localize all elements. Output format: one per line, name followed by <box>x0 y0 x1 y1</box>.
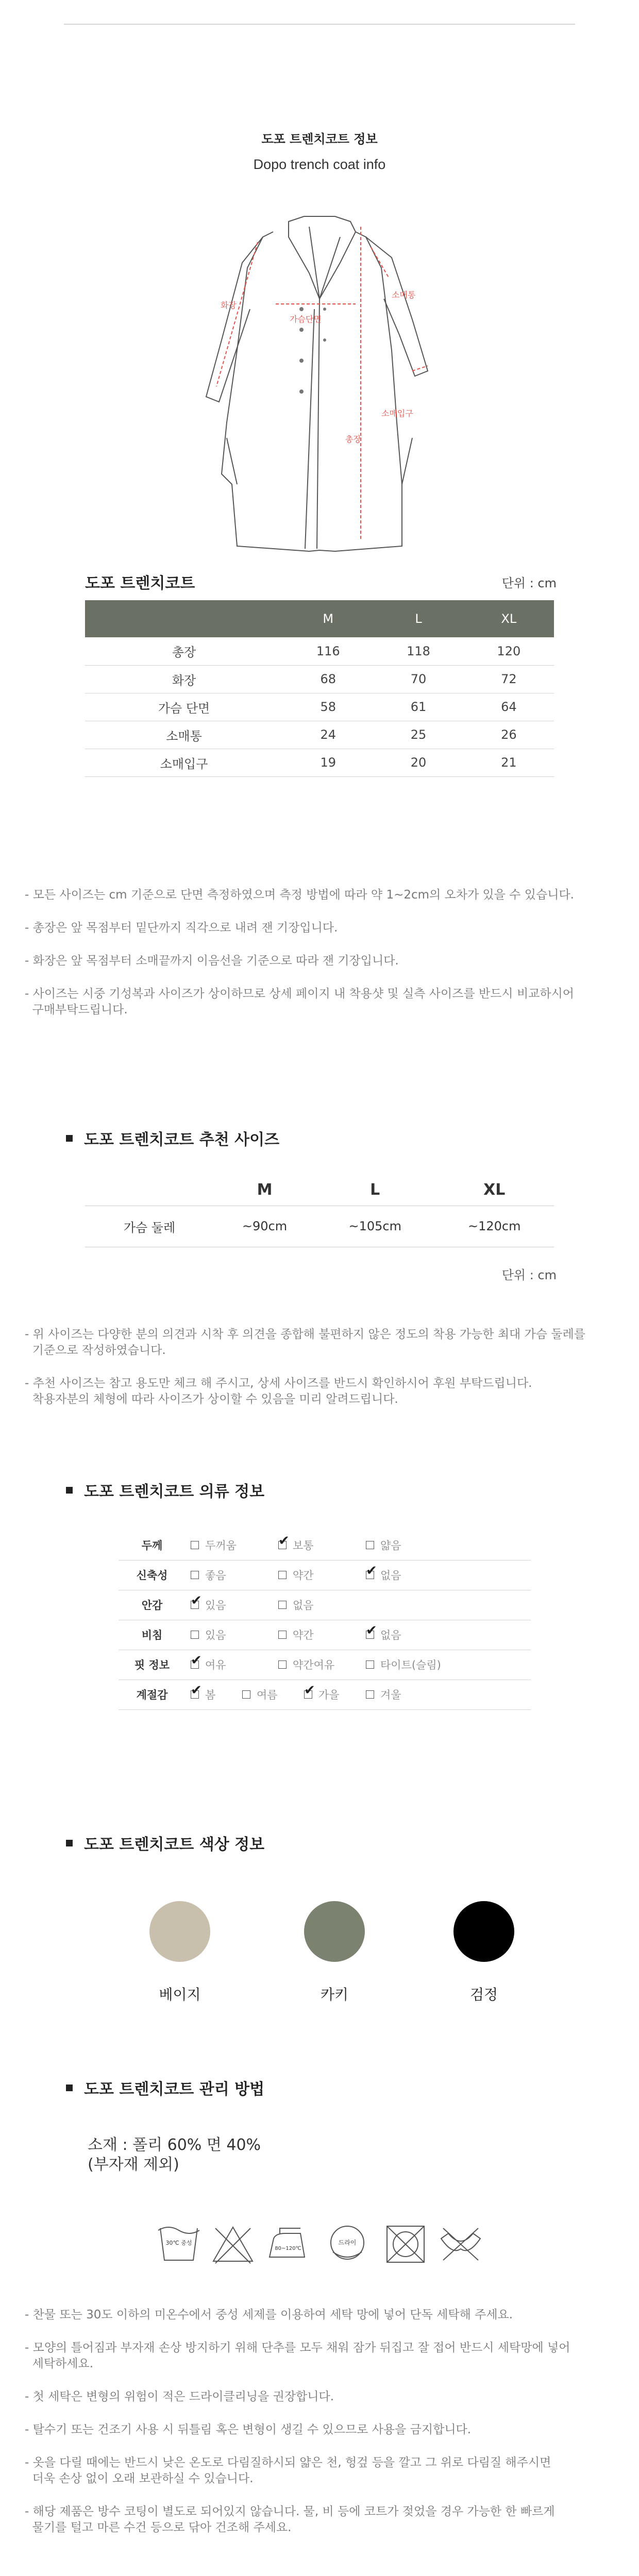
care-notes <box>25 2307 617 2553</box>
table-row <box>85 749 554 776</box>
option-text: 있음 <box>205 1599 226 1612</box>
color-swatch-beige <box>149 1901 210 1962</box>
option-text: 없음 <box>380 1569 401 1582</box>
no-wring-icon <box>438 2223 483 2265</box>
option-text: 얇음 <box>380 1539 401 1552</box>
cell: 20 <box>373 749 463 776</box>
fabric-row <box>119 1620 531 1650</box>
checked-checkbox <box>278 1541 287 1549</box>
row-label: 가슴 둘레 <box>85 1206 214 1247</box>
note-line: - 총장은 앞 목점부터 밑단까지 직각으로 내려 잰 기장입니다. <box>25 921 338 935</box>
note-line: - 첫 세탁은 변형의 위험이 적은 드라이클리닝을 권장합니다. <box>25 2390 334 2403</box>
checkbox <box>191 1571 199 1579</box>
dry-clean-icon-text: 드라이 <box>338 2239 357 2246</box>
recommend-header <box>85 1175 554 1206</box>
checkbox <box>191 1541 199 1549</box>
row-label: 소매통 <box>85 721 283 749</box>
checkbox <box>278 1631 287 1639</box>
label-cuff: 소매입구 <box>381 409 413 418</box>
option-text: 여유 <box>205 1659 226 1671</box>
fabric-section-heading <box>66 1479 264 1501</box>
option-text: 없음 <box>293 1599 314 1612</box>
color-label: 카키 <box>320 1986 349 2003</box>
fabric-title: 도포 트렌치코트 의류 정보 <box>84 1483 265 1501</box>
label-sleeve-length: 화장 <box>221 300 237 310</box>
fabric-label: 안감 <box>119 1590 186 1620</box>
color-section-heading <box>66 1832 264 1854</box>
option-text: 약간여유 <box>293 1659 335 1671</box>
size-table-unit: 단위 : cm <box>501 576 557 590</box>
option-text: 타이트(슬림) <box>380 1659 441 1671</box>
page-subtitle: Dopo trench coat info <box>253 157 386 172</box>
label-chest: 가슴단면 <box>290 314 322 324</box>
wash-30-neutral-icon <box>156 2223 201 2265</box>
option-text: 봄 <box>205 1689 216 1701</box>
coat-measurement-diagram <box>186 206 453 556</box>
note-line: - 사이즈는 시중 기성복과 사이즈가 상이하므로 상세 페이지 내 착용샷 및 실측 사이즈를 반드시 비교하시어 <box>25 987 575 1001</box>
row-label: 총장 <box>85 637 283 665</box>
header-cell: M <box>257 1181 273 1199</box>
cell: 68 <box>283 665 373 693</box>
table-row <box>85 1206 554 1247</box>
fabric-label: 비침 <box>119 1620 186 1650</box>
dry-clean-icon <box>325 2223 370 2265</box>
note-line: 세탁하세요. <box>25 2357 94 2370</box>
material-line: 소재 : 폴리 60% 면 40% <box>88 2136 261 2154</box>
cell: 116 <box>283 637 373 665</box>
iron-icon-text: 80~120℃ <box>275 2246 301 2251</box>
fabric-row <box>119 1530 531 1560</box>
note-line: - 찬물 또는 30도 이하의 미온수에서 중성 세제를 이용하여 세탁 망에 넣어 단독 세탁해 주세요. <box>25 2308 513 2321</box>
table-row <box>85 637 554 665</box>
table-row <box>85 721 554 749</box>
cell: 26 <box>464 721 554 749</box>
checkbox <box>366 1541 374 1549</box>
checkbox <box>366 1660 374 1669</box>
checkbox <box>278 1571 287 1579</box>
header-cell: XL <box>483 1181 506 1199</box>
option-text: 좋음 <box>205 1569 226 1582</box>
material-info <box>88 2136 261 2175</box>
note-line: - 해당 제품은 방수 코팅이 별도로 되어있지 않습니다. 물, 비 등에 코트가 젖었을 경우 가능한 한 빠르게 <box>25 2505 555 2518</box>
note-line: - 추천 사이즈는 참고 용도만 체크 해 주시고, 상세 사이즈를 반드시 확인하시어 후원 부탁드립니다. <box>25 1377 532 1390</box>
no-tumble-dry-icon <box>383 2223 428 2265</box>
recommend-table <box>85 1175 554 1247</box>
recommend-section-heading <box>66 1127 279 1149</box>
option-text: 약간 <box>293 1569 314 1582</box>
cell: 120 <box>464 637 554 665</box>
care-title: 도포 트렌치코트 관리 방법 <box>84 2080 265 2098</box>
note-line: 물기를 털고 마른 수건 등으로 닦아 건조해 주세요. <box>25 2521 292 2534</box>
checkbox <box>242 1690 250 1699</box>
fabric-row <box>119 1680 531 1709</box>
option-text: 겨울 <box>380 1689 401 1701</box>
option-text: 없음 <box>380 1629 401 1641</box>
header-cell: XL <box>464 600 554 637</box>
checkbox <box>278 1601 287 1609</box>
cell: ~120cm <box>434 1206 554 1247</box>
note-line: - 탈수기 또는 건조기 사용 시 뒤틀림 혹은 변형이 생길 수 있으므로 사용을 금지합니다. <box>25 2423 472 2436</box>
note-line: - 옷을 다릴 때에는 반드시 낮은 온도로 다림질하시되 얇은 천, 헝겊 등을 깔고 그 위로 다림질 해주시면 <box>25 2456 551 2469</box>
note-line: - 모든 사이즈는 cm 기준으로 단면 측정하였으며 측정 방법에 따라 약 1~2cm의 오차가 있을 수 있습니다. <box>25 888 574 902</box>
note-line: 구매부탁드립니다. <box>25 1003 128 1016</box>
bullet-square-icon <box>66 1135 73 1142</box>
table-row <box>85 693 554 721</box>
cell: ~90cm <box>214 1206 315 1247</box>
bullet-square-icon <box>66 2084 73 2091</box>
recommend-unit: 단위 : cm <box>501 1268 557 1282</box>
checkbox <box>191 1631 199 1639</box>
option-text: 있음 <box>205 1629 226 1641</box>
no-bleach-icon <box>210 2223 256 2265</box>
option-text: 보통 <box>293 1539 314 1552</box>
label-sleeve-width: 소매통 <box>392 290 416 300</box>
bullet-square-icon <box>66 1840 73 1846</box>
cell: 24 <box>283 721 373 749</box>
note-line: 더욱 손상 없이 오래 보관하실 수 있습니다. <box>25 2472 254 2485</box>
fabric-table <box>119 1530 531 1710</box>
cell: ~105cm <box>315 1206 434 1247</box>
row-label: 가슴 단면 <box>85 693 283 721</box>
option-text: 여름 <box>257 1689 278 1701</box>
option-text: 약간 <box>293 1629 314 1641</box>
color-swatch-black <box>453 1901 514 1962</box>
top-divider <box>64 24 575 25</box>
cell: 21 <box>464 749 554 776</box>
bullet-square-icon <box>66 1487 73 1494</box>
fabric-row <box>119 1650 531 1680</box>
header-cell <box>85 1175 214 1206</box>
fabric-row <box>119 1560 531 1590</box>
note-line: - 모양의 틀어짐과 부자재 손상 방지하기 위해 단추를 모두 채워 잠가 뒤집고 잘 접어 반드시 세탁망에 넣어 <box>25 2341 570 2354</box>
cell: 25 <box>373 721 463 749</box>
size-table-title: 도포 트렌치코트 <box>85 574 195 592</box>
recommend-title: 도포 트렌치코트 추천 사이즈 <box>84 1131 280 1149</box>
row-label: 소매입구 <box>85 749 283 776</box>
wash-icon-text: 30℃ 중성 <box>165 2240 192 2246</box>
label-total-length: 총장 <box>345 434 361 444</box>
cell: 70 <box>373 665 463 693</box>
checked-checkbox <box>304 1690 312 1699</box>
fabric-label: 핏 정보 <box>119 1650 186 1680</box>
checkbox <box>366 1690 374 1699</box>
color-swatch-khaki <box>304 1901 365 1962</box>
size-table-header <box>85 600 554 637</box>
header-cell: L <box>370 1181 380 1199</box>
option-text: 두꺼움 <box>205 1539 237 1552</box>
fabric-row <box>119 1590 531 1620</box>
page-title: 도포 트렌치코트 정보 <box>261 132 378 146</box>
header-cell: M <box>283 600 373 637</box>
checked-checkbox <box>366 1571 374 1579</box>
header-cell <box>85 600 283 637</box>
care-section-heading <box>66 2076 264 2099</box>
fabric-label: 두께 <box>119 1530 186 1560</box>
cell: 118 <box>373 637 463 665</box>
row-label: 화장 <box>85 665 283 693</box>
size-notes <box>25 887 617 1035</box>
color-label: 베이지 <box>159 1986 201 2003</box>
cell: 72 <box>464 665 554 693</box>
cell: 19 <box>283 749 373 776</box>
note-line: - 화장은 앞 목점부터 소매끝까지 이음선을 기준으로 따라 잰 기장입니다. <box>25 954 399 968</box>
checked-checkbox <box>191 1690 199 1699</box>
size-table <box>85 600 554 777</box>
checked-checkbox <box>191 1660 199 1669</box>
checked-checkbox <box>366 1631 374 1639</box>
note-line: - 위 사이즈는 다양한 분의 의견과 시착 후 의견을 종합해 불편하지 않은 정도의 착용 가능한 최대 가슴 둘레를 <box>25 1328 585 1341</box>
checkbox <box>278 1660 287 1669</box>
option-text: 가을 <box>318 1689 340 1701</box>
cell: 58 <box>283 693 373 721</box>
note-line: 기준으로 작성하였습니다. <box>25 1344 166 1357</box>
fabric-label: 계절감 <box>119 1680 186 1709</box>
checked-checkbox <box>191 1601 199 1609</box>
fabric-label: 신축성 <box>119 1560 186 1590</box>
iron-icon <box>264 2223 310 2265</box>
color-label: 검정 <box>469 1986 498 2003</box>
header-cell: L <box>373 600 463 637</box>
table-row <box>85 665 554 693</box>
cell: 61 <box>373 693 463 721</box>
cell: 64 <box>464 693 554 721</box>
recommend-notes <box>25 1327 617 1425</box>
color-title: 도포 트렌치코트 색상 정보 <box>84 1836 265 1854</box>
note-line: 착용자분의 체형에 따라 사이즈가 상이할 수 있음을 미리 알려드립니다. <box>25 1393 398 1406</box>
material-line: (부자재 제외) <box>88 2156 179 2174</box>
